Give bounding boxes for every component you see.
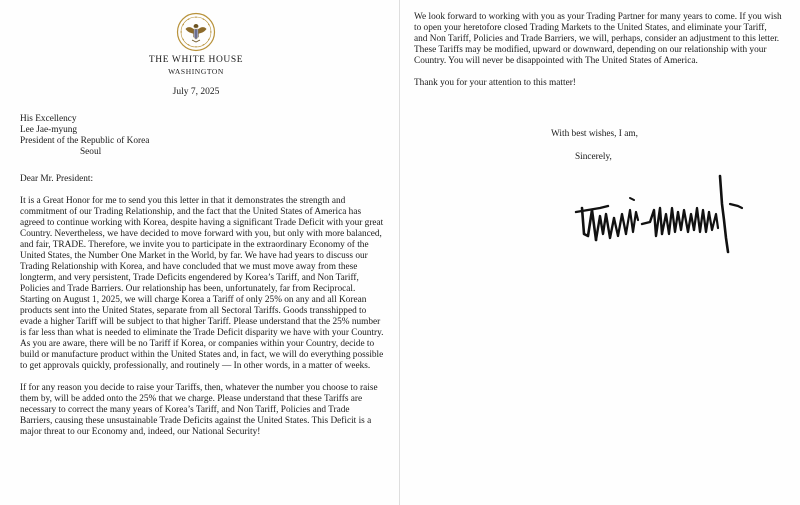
closing-sincerely: Sincerely,: [575, 152, 612, 162]
letter-date: July 7, 2025: [172, 87, 220, 97]
presidential-seal-icon: [176, 12, 216, 52]
closing-wishes: With best wishes, I am,: [551, 129, 638, 139]
body-paragraph-3: We look forward to working with you as your Trading Partner for many years to come. If you wish to open your heretofore closed Trading Markets to the United States, and eliminate your Tariff, and Non Tariff, Policies and Trade Barriers, we will, perhaps, consider an adjustment to this letter. These Tariffs may be modified, upward or downward, depending on our relationship with your Country. You will never be disappointed with The United States of America.: [414, 12, 782, 66]
addressee-city: Seoul: [80, 147, 102, 157]
thanks-line: Thank you for your attention to this matter!: [414, 78, 576, 88]
addressee-title: President of the Republic of Korea: [20, 136, 150, 146]
body-paragraph-1: It is a Great Honor for me to send you this letter in that it demonstrates the strength and commitment of our Trading Relationship, and the fact that the United States of America has agreed to continue working with Korea, despite having a significant Trade Deficit with your great Country. Nevertheless, we have decided to move forward with you, but only with more balanced, and fair, TRADE. Therefore, we invite you to participate in the extraordinary Economy of the United States, the Number One Market in the World, by far. We have had years to discuss our Trading Relationship with Korea, and have concluded that we must move away from these longterm, and very persistent, Trade Deficits engendered by Korea’s Tariff, and Non Tariff, Policies and Trade Barriers. Our relationship has been, unfortunately, far from Reciprocal. Starting on August 1, 2025, we will charge Korea a Tariff of only 25% on any and all Korean products sent into the United States, separate from all Sectoral Tariffs. Goods transshipped to evade a higher Tariff will be subject to that higher Tariff. Please understand that the 25% number is far less than what is needed to eliminate the Trade Deficit disparity we have with your Country. As you are aware, there will be no Tariff if Korea, or companies within your Country, decide to build or manufacture product within the United States and, in fact, we will do everything possible to get approvals quickly, professionally, and routinely — In other words, in a matter of weeks.: [20, 196, 384, 371]
letterhead-subtitle: WASHINGTON: [168, 67, 224, 76]
salutation: Dear Mr. President:: [20, 174, 94, 184]
letterhead-title: THE WHITE HOUSE: [148, 55, 244, 65]
letterhead: [8, 12, 384, 76]
handwritten-signature-icon: [570, 164, 750, 259]
addressee-block: [20, 114, 384, 158]
letter-page-right: [400, 0, 800, 505]
body-paragraph-2: If for any reason you decide to raise your Tariffs, then, whatever the number you choose to raise them by, will be added onto the 25% that we charge. Please understand that these Tariffs are necessary to correct the many years of Korea’s Tariff, and Non Tariff, Policies and Trade Barriers, causing these unsustainable Trade Deficits against the United States. This Deficit is a major threat to our Economy and, indeed, our National Security!: [20, 383, 378, 437]
addressee-name: Lee Jae-myung: [20, 125, 78, 135]
addressee-honorific: His Excellency: [20, 114, 77, 124]
